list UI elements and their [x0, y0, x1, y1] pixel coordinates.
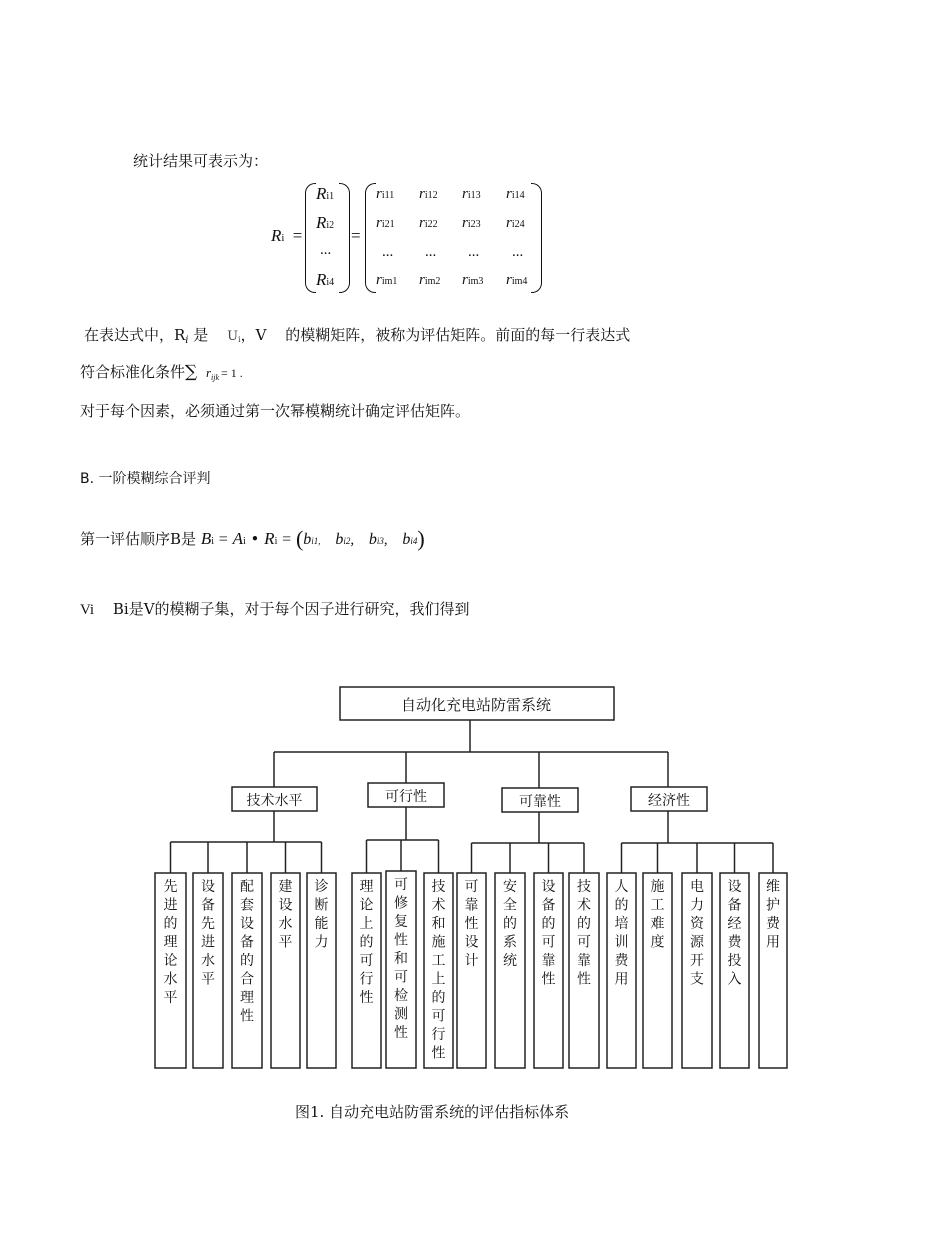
matrix-lhs: Ri = [271, 226, 303, 245]
group-node-label: 经济性 [648, 793, 690, 809]
intro-text: 统计结果可表示为： [133, 152, 269, 170]
leaf-node-label: 配套设备的合理性 [240, 879, 254, 1025]
leaf-node-label: 先进的理论水平 [163, 879, 178, 1006]
leaf-node-label: 电力资源开支 [690, 879, 704, 988]
leaf-node-label: 人的培训费用 [614, 879, 629, 988]
figure-caption: 图1. 自动充电站防雷系统的评估指标体系 [295, 1103, 570, 1121]
matrix-cell: ri12 [419, 186, 438, 202]
root-node-label: 自动化充电站防雷系统 [400, 696, 552, 714]
matrix-cell: ri22 [419, 215, 438, 231]
first-order-formula: 第一评估顺序B是 Bi = Ai • Ri = (bi1, bi2, bi3, bi4) [80, 526, 425, 551]
matrix-cell: ri23 [462, 215, 481, 231]
matrix-cell: ri11 [376, 186, 395, 202]
leaf-node-label: 理论上的可行性 [359, 879, 374, 1006]
leaf-node-label: 诊断能力 [314, 879, 329, 951]
paragraph-matrix-definition: 在表达式中，$R_i$ 是 Ui，V 的模糊矩阵，被称为评估矩阵。前面的每一行表达式 [84, 326, 631, 346]
group-node-label: 技术水平 [246, 793, 303, 809]
matrix-cell: rim3 [462, 272, 484, 288]
paragraph-fuzzy-subset: Vi Bi是V的模糊子集，对于每个因子进行研究，我们得到 [80, 600, 470, 618]
matrix-cell: ri21 [376, 215, 395, 231]
matrix-cell: ... [382, 244, 394, 260]
group-node-label: 可行性 [385, 789, 427, 805]
matrix-cell: rim1 [376, 272, 398, 288]
matrix-equals: = [351, 226, 361, 245]
matrix-cell: ... [468, 244, 480, 260]
matrix-cell: ri14 [506, 186, 525, 202]
matrix-cell: ri13 [462, 186, 481, 202]
leaf-node-label: 可修复性和可检测性 [394, 877, 408, 1041]
group-node-label: 可靠性 [519, 794, 561, 810]
matrix-cell: ri24 [506, 215, 525, 231]
matrix-cell: ... [425, 244, 437, 260]
paragraph-fuzzy-statistics: 对于每个因素，必须通过第一次幂模糊统计确定评估矩阵。 [80, 402, 471, 420]
vector-entry-2: Ri2 [316, 213, 335, 232]
matrix-cell: rim4 [506, 272, 528, 288]
leaf-node-label: 技术的可靠性 [577, 879, 591, 988]
leaf-node-label: 维护费用 [766, 879, 780, 951]
vector-entry-3: ... [320, 242, 332, 258]
leaf-node-label: 技术和施工上的可行性 [431, 879, 446, 1062]
leaf-node-label: 施工难度 [650, 879, 665, 951]
section-heading: B. 一阶模糊综合评判 [80, 471, 211, 487]
leaf-node-label: 安全的系统 [503, 879, 517, 969]
leaf-node-label: 设备经费投入 [727, 879, 742, 988]
paragraph-normalization: 符合标准化条件∑ $r_{ijk} = 1$ . [80, 362, 243, 382]
leaf-node-label: 设备的可靠性 [541, 879, 556, 988]
vector-entry-1: Ri1 [316, 184, 335, 203]
matrix-cell: ... [512, 244, 524, 260]
matrix-cell: rim2 [419, 272, 441, 288]
leaf-node-label: 建设水平 [278, 879, 293, 951]
vector-entry-4: Ri4 [316, 270, 335, 289]
leaf-node-label: 设备先进水平 [201, 879, 215, 988]
leaf-node-label: 可靠性设计 [464, 879, 479, 969]
